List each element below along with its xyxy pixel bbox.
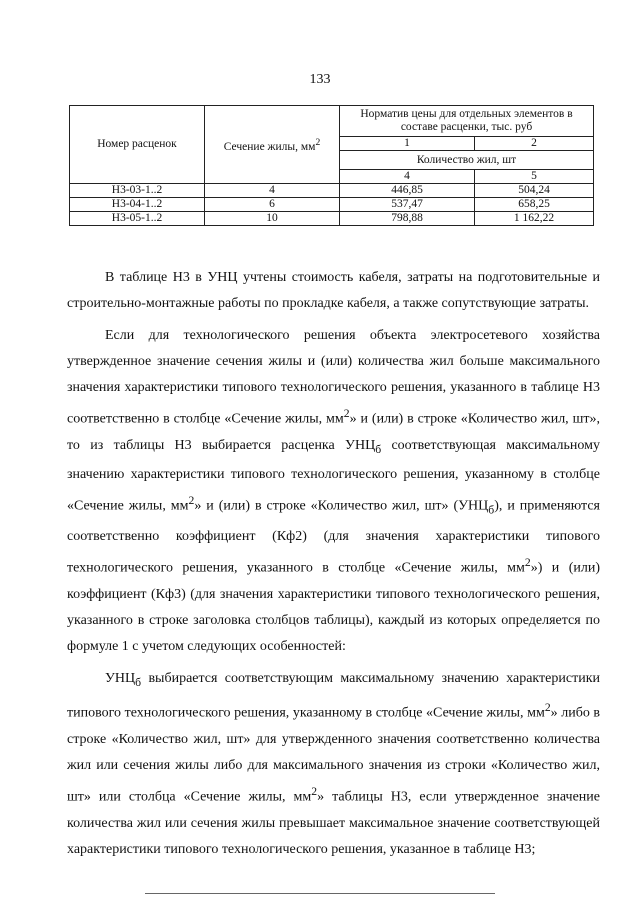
paragraph-3-part: УНЦ bbox=[105, 670, 136, 686]
header-count-2: 5 bbox=[475, 170, 594, 184]
row-code: Н3-03-1..2 bbox=[70, 184, 205, 198]
row-section: 6 bbox=[205, 198, 340, 212]
header-section bbox=[205, 106, 340, 184]
superscript: 2 bbox=[188, 494, 195, 508]
paragraph-2-part: ») и (или) коэффициент (Кф3) (для значения характеристики типового технологического решения, указанного в строке заголовка столбцов таблицы), каждый из которых определяется по формуле 1 с учетом следующих особенностей: bbox=[67, 560, 601, 654]
paragraph-2-part: » и (или) в строке «Количество жил, шт» (УНЦ bbox=[194, 499, 489, 515]
paragraph-3-part: выбирается соответствующим максимальному значению характеристики типового технологического решения, указанному в столбце «Сечение жилы, мм bbox=[67, 670, 600, 722]
row-value-1: 798,88 bbox=[340, 212, 475, 226]
row-value-1: 537,47 bbox=[340, 198, 475, 212]
superscript: 2 bbox=[311, 785, 318, 799]
subscript: б bbox=[488, 503, 495, 517]
rates-table bbox=[69, 105, 594, 226]
body-text bbox=[67, 265, 600, 863]
header-rate-number: Номер расценок bbox=[70, 106, 205, 184]
paragraph-2-part: Если для технологического решения объекта электросетевого хозяйства утвержденное значение сечения жилы и (или) количества жил больше максимального значения характеристики типового технологического решения, указанного в таблице Н3 соответственно в столбце «Сечение жилы, мм bbox=[67, 328, 600, 427]
table-row bbox=[70, 198, 594, 212]
paragraph-1: В таблице Н3 в УНЦ учтены стоимость кабеля, затраты на подготовительные и строительно-монтажные работы по прокладке кабеля, а также сопутствующие затраты. bbox=[67, 270, 600, 311]
header-num-1: 1 bbox=[340, 137, 475, 151]
paragraph-3 bbox=[67, 666, 600, 863]
paragraph-3-part: » таблицы Н3, если утвержденное значение количества жил или сечения жилы превышает максимальное значение соответствующей характеристики типового технологического решения, указанное в таблице Н3; bbox=[67, 789, 600, 857]
table-row bbox=[70, 184, 594, 198]
row-value-2: 1 162,22 bbox=[475, 212, 594, 226]
header-section-sup: 2 bbox=[315, 136, 321, 148]
superscript: 2 bbox=[544, 701, 551, 715]
row-value-2: 658,25 bbox=[475, 198, 594, 212]
paragraph-2-part: ), и применяются соответственно коэффициент (Кф2) (для значения характеристики типового технологического решения, указанного в столбце «Сечение жилы, мм bbox=[67, 499, 600, 576]
table-header-row bbox=[70, 106, 594, 137]
header-section-text: Сечение жилы, мм bbox=[223, 140, 316, 153]
row-value-2: 504,24 bbox=[475, 184, 594, 198]
header-num-2: 2 bbox=[475, 137, 594, 151]
paragraph-2-part: » и (или) в строке «Количество жил, шт», то из таблицы Н3 выбирается расценка УНЦ bbox=[67, 411, 600, 453]
page-number: 133 bbox=[309, 72, 331, 87]
row-section: 4 bbox=[205, 184, 340, 198]
header-norm: Норматив цены для отдельных элементов в составе расценки, тыс. руб bbox=[340, 106, 594, 137]
table-row bbox=[70, 212, 594, 226]
row-value-1: 446,85 bbox=[340, 184, 475, 198]
subscript: б bbox=[135, 675, 142, 689]
row-code: Н3-05-1..2 bbox=[70, 212, 205, 226]
paragraph-3-part: » либо в строке «Количество жил, шт» для утвержденного значения соответственно количества жил или сечения жилы либо для максимального значения из строки «Количество жил, шт» или столбца «Сечение жилы, мм bbox=[67, 706, 600, 805]
row-code: Н3-04-1..2 bbox=[70, 198, 205, 212]
subscript: б bbox=[375, 442, 382, 456]
superscript: 2 bbox=[524, 555, 531, 569]
footer-divider bbox=[145, 893, 495, 894]
header-count: Количество жил, шт bbox=[340, 151, 594, 170]
row-section: 10 bbox=[205, 212, 340, 226]
superscript: 2 bbox=[343, 407, 350, 420]
paragraph-2-part: соответствующая максимальному значению характеристики типового технологического решения, указанному в столбце «Сечение жилы, мм bbox=[67, 437, 600, 515]
paragraph-2 bbox=[67, 323, 600, 660]
header-count-1: 4 bbox=[340, 170, 475, 184]
